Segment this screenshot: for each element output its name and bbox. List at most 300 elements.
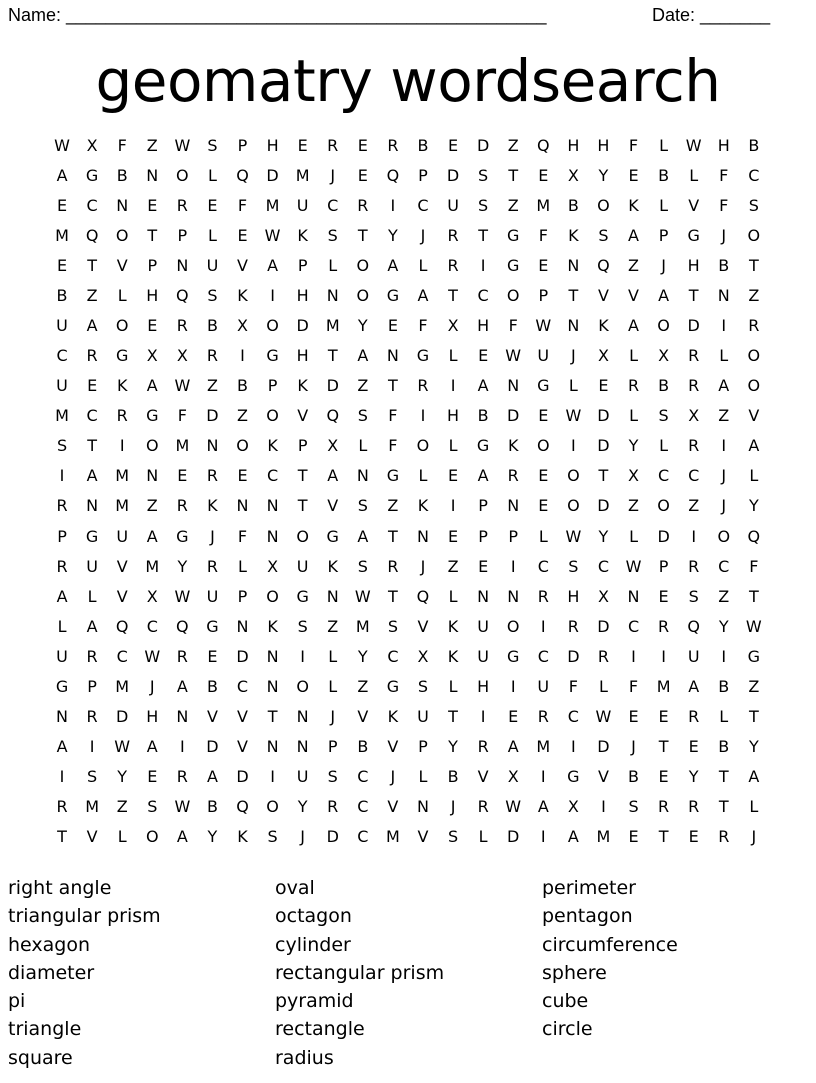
grid-letter: I — [721, 316, 727, 335]
grid-letter: L — [659, 135, 669, 155]
grid-letter: V — [297, 406, 309, 426]
grid-letter: Z — [628, 496, 639, 516]
grid-letter: A — [206, 767, 218, 787]
grid-letter: R — [477, 797, 489, 817]
grid-letter: C — [627, 616, 640, 636]
grid-letter: G — [507, 225, 520, 245]
grid-letter: R — [447, 225, 459, 245]
grid-letter: R — [417, 376, 429, 396]
grid-letter: A — [477, 466, 489, 486]
grid-letter: N — [386, 346, 399, 366]
grid-letter: X — [176, 346, 188, 366]
grid-letter: V — [116, 586, 128, 606]
grid-letter: E — [207, 195, 218, 215]
grid-letter: F — [719, 195, 729, 215]
grid-letter: W — [54, 135, 70, 155]
grid-letter: R — [56, 797, 68, 817]
grid-letter: B — [56, 285, 68, 305]
grid-letter: Y — [207, 827, 218, 847]
grid-letter: I — [661, 646, 666, 666]
grid-letter: T — [388, 586, 398, 606]
grid-letter: R — [537, 707, 549, 727]
grid-letter: U — [477, 646, 489, 666]
grid-letter: V — [597, 285, 609, 305]
grid-letter: C — [56, 346, 68, 366]
word-list-item: pi — [8, 990, 26, 1013]
grid-letter: J — [721, 466, 727, 486]
grid-letter: C — [688, 466, 700, 486]
grid-letter: Y — [117, 767, 128, 787]
grid-letter: L — [749, 797, 759, 817]
grid-letter: D — [206, 737, 219, 757]
grid-letter: O — [145, 436, 159, 456]
grid-letter: M — [385, 827, 400, 847]
grid-letter: H — [146, 707, 159, 727]
grid-letter: K — [447, 616, 459, 636]
grid-letter: O — [416, 436, 430, 456]
grid-letter: L — [749, 466, 759, 486]
grid-letter: Z — [447, 556, 459, 576]
grid-letter: C — [387, 646, 399, 666]
grid-letter: I — [510, 556, 516, 576]
grid-letter: T — [297, 466, 308, 486]
grid-letter: M — [115, 466, 130, 486]
grid-letter: X — [237, 316, 248, 335]
grid-letter: D — [326, 376, 339, 396]
grid-letter: Z — [327, 616, 339, 636]
grid-letter: I — [540, 767, 546, 787]
grid-letter: F — [388, 436, 398, 456]
grid-letter: D — [236, 646, 249, 666]
grid-letter: L — [598, 676, 608, 696]
grid-letter: F — [719, 165, 729, 185]
grid-letter: R — [688, 797, 700, 817]
grid-letter: T — [508, 165, 519, 185]
grid-letter: D — [687, 316, 700, 335]
grid-letter: O — [296, 526, 309, 546]
grid-letter: G — [115, 346, 129, 366]
grid-letter: H — [296, 346, 309, 366]
grid-letter: E — [237, 225, 248, 245]
grid-letter: N — [236, 616, 249, 636]
grid-letter: Q — [687, 616, 700, 636]
grid-letter: M — [596, 827, 611, 847]
grid-letter: S — [748, 195, 759, 215]
grid-letter: U — [447, 195, 459, 215]
grid-letter: G — [146, 406, 159, 426]
grid-letter: H — [296, 285, 309, 305]
grid-letter: G — [176, 526, 189, 546]
grid-letter: L — [568, 376, 578, 396]
grid-letter: R — [537, 586, 549, 606]
grid-letter: T — [748, 707, 759, 727]
grid-letter: H — [477, 316, 490, 335]
grid-letter: P — [418, 737, 428, 757]
grid-letter: G — [476, 436, 490, 456]
grid-letter: B — [718, 255, 730, 275]
grid-letter: U — [417, 707, 429, 727]
grid-letter: N — [627, 586, 640, 606]
grid-letter: H — [447, 406, 460, 426]
grid-letter: T — [388, 376, 398, 396]
grid-letter: S — [478, 195, 489, 215]
grid-letter: L — [117, 285, 127, 305]
grid-letter: N — [507, 496, 520, 516]
grid-letter: P — [237, 586, 248, 606]
grid-letter: J — [330, 165, 336, 185]
grid-letter: W — [565, 406, 582, 426]
grid-letter: I — [601, 797, 606, 817]
grid-letter: L — [328, 255, 338, 275]
grid-letter: Z — [146, 135, 158, 155]
grid-letter: M — [656, 676, 671, 696]
grid-letter: E — [147, 767, 158, 787]
grid-letter: T — [297, 496, 308, 516]
grid-letter: X — [86, 135, 98, 155]
grid-letter: C — [537, 556, 549, 576]
grid-letter: G — [55, 676, 69, 696]
grid-letter: Y — [297, 797, 308, 817]
grid-letter: R — [206, 556, 218, 576]
grid-letter: H — [687, 255, 700, 275]
grid-letter: N — [477, 586, 490, 606]
grid-letter: C — [267, 466, 279, 486]
grid-letter: F — [418, 316, 428, 335]
grid-letter: U — [296, 767, 309, 787]
grid-letter: K — [507, 436, 519, 456]
grid-letter: S — [357, 556, 368, 576]
grid-letter: N — [717, 285, 730, 305]
grid-letter: K — [598, 316, 609, 335]
grid-letter: Y — [598, 526, 609, 546]
grid-letter: A — [507, 737, 519, 757]
grid-letter: I — [179, 737, 185, 757]
grid-letter: E — [297, 135, 308, 155]
grid-letter: J — [420, 556, 426, 576]
grid-letter: S — [207, 285, 218, 305]
grid-letter: W — [174, 586, 191, 606]
grid-letter: I — [59, 466, 65, 486]
grid-letter: O — [145, 827, 159, 847]
grid-letter: D — [266, 165, 279, 185]
grid-letter: E — [688, 827, 699, 847]
grid-letter: N — [236, 496, 249, 516]
grid-letter: Z — [748, 676, 760, 696]
grid-letter: B — [206, 676, 218, 696]
grid-letter: J — [390, 767, 396, 787]
grid-letter: U — [687, 646, 700, 666]
grid-letter: Q — [85, 225, 99, 245]
grid-letter: X — [327, 436, 339, 456]
grid-letter: E — [207, 646, 218, 666]
grid-letter: G — [537, 376, 550, 396]
grid-letter: A — [387, 255, 399, 275]
grid-letter: K — [267, 436, 278, 456]
grid-letter: C — [718, 556, 730, 576]
grid-letter: D — [507, 827, 520, 847]
grid-letter: C — [537, 646, 549, 666]
grid-letter: E — [628, 827, 639, 847]
grid-letter: C — [748, 165, 760, 185]
grid-letter: J — [721, 225, 727, 245]
grid-letter: P — [478, 496, 488, 516]
word-list-item: square — [8, 1046, 73, 1069]
grid-letter: C — [357, 827, 369, 847]
grid-letter: O — [657, 316, 670, 335]
grid-letter: X — [688, 406, 700, 426]
grid-letter: O — [266, 586, 279, 606]
grid-letter: L — [719, 346, 729, 366]
grid-letter: D — [326, 827, 339, 847]
grid-letter: P — [538, 285, 549, 305]
grid-letter: N — [507, 586, 520, 606]
grid-letter: L — [629, 346, 638, 366]
grid-letter: A — [628, 225, 639, 245]
grid-letter: X — [597, 346, 609, 366]
grid-letter: O — [747, 376, 761, 396]
grid-letter: Z — [237, 406, 248, 426]
grid-letter: L — [238, 556, 247, 576]
grid-letter: V — [628, 285, 639, 305]
grid-letter: H — [717, 135, 730, 155]
grid-letter: R — [507, 466, 519, 486]
grid-letter: B — [748, 135, 760, 155]
grid-letter: A — [567, 827, 579, 847]
grid-letter: G — [567, 767, 580, 787]
grid-letter: R — [627, 376, 640, 396]
grid-letter: A — [688, 676, 700, 696]
grid-letter: R — [597, 646, 609, 666]
grid-letter: W — [144, 646, 161, 666]
grid-letter: E — [478, 346, 489, 366]
grid-letter: V — [387, 797, 399, 817]
grid-letter: L — [659, 436, 669, 456]
grid-letter: I — [240, 346, 245, 366]
grid-letter: O — [567, 496, 580, 516]
grid-letter: N — [116, 195, 129, 215]
grid-letter: U — [477, 616, 489, 636]
grid-letter: W — [505, 797, 522, 817]
grid-letter: O — [236, 436, 249, 456]
grid-letter: B — [718, 737, 730, 757]
grid-letter: T — [688, 285, 699, 305]
grid-letter: R — [56, 556, 68, 576]
grid-letter: C — [236, 676, 249, 696]
grid-letter: L — [418, 767, 428, 787]
grid-letter: Y — [598, 165, 609, 185]
grid-letter: N — [507, 376, 520, 396]
grid-letter: R — [387, 135, 399, 155]
grid-letter: I — [300, 646, 306, 666]
grid-letter: K — [297, 225, 308, 245]
grid-letter: R — [327, 135, 339, 155]
grid-letter: L — [448, 676, 458, 696]
grid-letter: D — [597, 406, 610, 426]
grid-letter: L — [448, 436, 458, 456]
grid-letter: Y — [748, 496, 759, 516]
grid-letter: N — [567, 316, 580, 335]
grid-letter: R — [116, 406, 128, 426]
grid-letter: F — [117, 135, 127, 155]
grid-letter: S — [87, 767, 98, 787]
grid-letter: A — [146, 737, 158, 757]
grid-letter: W — [264, 225, 281, 245]
grid-letter: A — [267, 255, 279, 275]
grid-letter: H — [567, 135, 580, 155]
grid-letter: Y — [388, 225, 398, 245]
grid-letter: L — [689, 165, 699, 185]
grid-letter: I — [270, 285, 275, 305]
grid-letter: R — [86, 707, 98, 727]
grid-letter: W — [174, 135, 191, 155]
grid-letter: Q — [176, 616, 189, 636]
grid-letter: D — [567, 646, 580, 666]
grid-letter: A — [357, 346, 369, 366]
word-list-item: cube — [542, 990, 589, 1013]
grid-letter: D — [597, 496, 610, 516]
grid-letter: E — [147, 316, 158, 335]
grid-letter: N — [266, 646, 279, 666]
grid-letter: V — [237, 707, 248, 727]
grid-letter: E — [357, 165, 368, 185]
grid-letter: E — [448, 466, 459, 486]
grid-letter: C — [567, 707, 579, 727]
grid-letter: G — [296, 586, 309, 606]
grid-letter: O — [296, 676, 309, 696]
grid-letter: F — [538, 225, 548, 245]
grid-letter: B — [237, 376, 248, 396]
grid-letter: Q — [386, 165, 400, 185]
grid-letter: F — [388, 406, 398, 426]
grid-letter: R — [327, 797, 339, 817]
grid-letter: D — [597, 436, 610, 456]
grid-letter: A — [86, 616, 98, 636]
grid-letter: Z — [507, 195, 519, 215]
grid-letter: E — [658, 586, 669, 606]
grid-letter: V — [237, 255, 248, 275]
grid-letter: A — [658, 285, 670, 305]
grid-letter: Z — [748, 285, 760, 305]
grid-letter: G — [85, 526, 99, 546]
grid-letter: T — [748, 586, 759, 606]
grid-letter: S — [207, 135, 218, 155]
grid-letter: F — [749, 556, 759, 576]
grid-letter: P — [418, 165, 428, 185]
grid-letter: E — [658, 707, 669, 727]
grid-letter: Y — [718, 616, 729, 636]
grid-letter: H — [146, 285, 159, 305]
grid-letter: B — [567, 195, 579, 215]
grid-letter: K — [327, 556, 338, 576]
grid-letter: T — [388, 526, 398, 546]
grid-letter: N — [266, 676, 279, 696]
grid-letter: A — [327, 466, 339, 486]
grid-letter: I — [420, 406, 426, 426]
grid-letter: R — [477, 737, 489, 757]
grid-letter: N — [326, 285, 339, 305]
grid-letter: W — [685, 135, 702, 155]
grid-letter: M — [295, 165, 310, 185]
grid-letter: J — [631, 737, 636, 757]
grid-letter: T — [748, 255, 759, 275]
grid-letter: N — [266, 496, 279, 516]
grid-letter: D — [597, 616, 610, 636]
grid-letter: P — [508, 526, 519, 546]
grid-letter: Z — [116, 797, 128, 817]
grid-letter: D — [446, 165, 460, 185]
grid-letter: R — [688, 346, 700, 366]
grid-letter: F — [568, 676, 578, 696]
grid-letter: G — [507, 646, 520, 666]
grid-letter: S — [598, 225, 609, 245]
grid-letter: Q — [747, 526, 761, 546]
grid-letter: O — [657, 496, 670, 516]
grid-letter: A — [56, 165, 68, 185]
grid-letter: R — [688, 556, 700, 576]
grid-letter: T — [87, 255, 97, 275]
grid-letter: O — [567, 466, 580, 486]
grid-letter: E — [357, 135, 368, 155]
grid-letter: L — [207, 165, 217, 185]
grid-letter: I — [721, 436, 727, 456]
grid-letter: I — [510, 676, 516, 696]
grid-letter: A — [357, 526, 369, 546]
page-title: geomatry wordsearch — [95, 47, 721, 115]
grid-letter: F — [628, 135, 639, 155]
grid-letter: O — [266, 406, 279, 426]
grid-letter: L — [418, 255, 428, 275]
grid-letter: G — [416, 346, 430, 366]
grid-letter: W — [625, 556, 642, 576]
word-list-item: sphere — [542, 961, 607, 984]
grid-letter: X — [658, 346, 670, 366]
grid-letter: I — [270, 767, 275, 787]
grid-letter: G — [266, 346, 279, 366]
grid-letter: V — [688, 195, 700, 215]
grid-letter: J — [330, 707, 336, 727]
grid-letter: M — [536, 737, 551, 757]
grid-letter: D — [206, 406, 219, 426]
grid-letter: X — [597, 586, 609, 606]
grid-letter: U — [56, 376, 68, 396]
grid-letter: Z — [357, 376, 369, 396]
grid-letter: O — [536, 436, 550, 456]
word-list-item: circumference — [542, 933, 678, 956]
grid-letter: E — [538, 466, 549, 486]
grid-letter: I — [691, 526, 697, 546]
grid-letter: B — [116, 165, 128, 185]
word-list-item: cylinder — [275, 933, 351, 956]
grid-letter: K — [237, 827, 248, 847]
grid-letter: W — [174, 376, 191, 396]
grid-letter: J — [721, 496, 727, 516]
grid-letter: E — [237, 466, 248, 486]
grid-letter: M — [265, 195, 280, 215]
grid-letter: A — [176, 827, 188, 847]
grid-letter: T — [448, 285, 458, 305]
grid-letter: I — [450, 496, 456, 516]
grid-letter: I — [390, 195, 396, 215]
grid-letter: P — [478, 526, 488, 546]
grid-letter: M — [55, 406, 69, 426]
grid-letter: K — [267, 616, 278, 636]
grid-letter: D — [507, 406, 520, 426]
grid-letter: T — [568, 285, 579, 305]
grid-letter: L — [328, 676, 338, 696]
grid-letter: J — [751, 827, 757, 847]
grid-letter: S — [417, 676, 429, 696]
grid-letter: I — [571, 436, 576, 456]
